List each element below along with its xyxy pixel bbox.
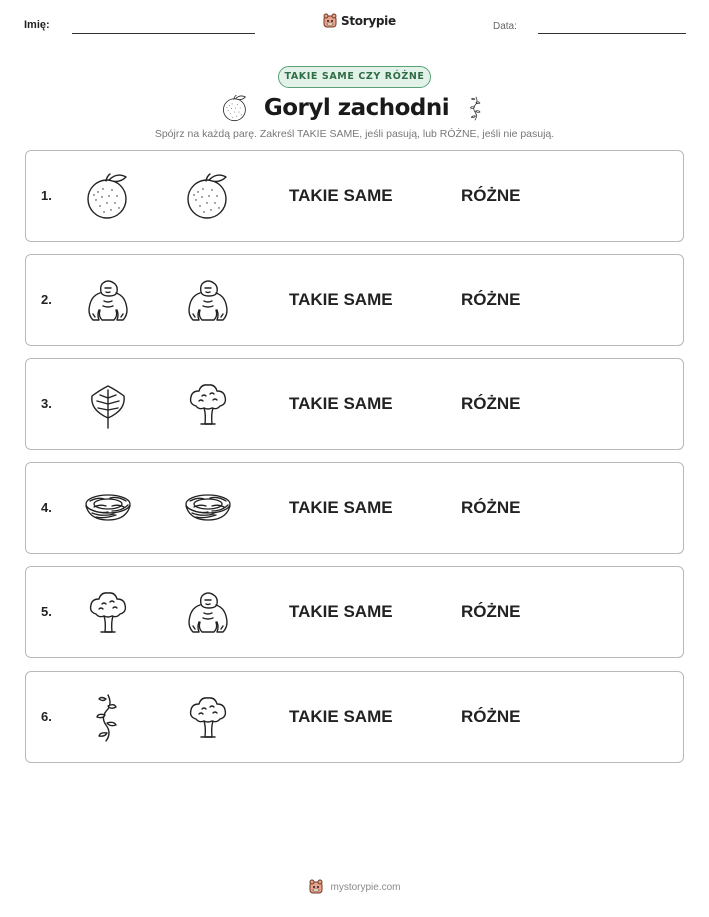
option-same[interactable]: TAKIE SAME <box>289 707 393 726</box>
exercise-row <box>25 566 684 658</box>
option-different[interactable]: RÓŻNE <box>461 498 521 517</box>
storypie-mascot-icon <box>322 13 338 29</box>
row-number: 2. <box>41 292 52 307</box>
vine-icon <box>463 93 489 123</box>
tree-icon <box>182 691 234 743</box>
tree-icon <box>82 586 134 638</box>
row-number: 6. <box>41 709 52 724</box>
orange-icon <box>220 93 250 123</box>
brand-name: Storypie <box>341 14 396 28</box>
exercise-row <box>25 462 684 554</box>
exercise-row <box>25 671 684 763</box>
activity-badge: TAKIE SAME CZY RÓŻNE <box>278 66 431 88</box>
title-row <box>0 90 709 126</box>
nest-icon <box>82 482 134 534</box>
gorilla-icon <box>182 586 234 638</box>
row-number: 3. <box>41 396 52 411</box>
exercise-row <box>25 150 684 242</box>
name-field[interactable] <box>72 33 255 34</box>
date-field[interactable] <box>538 33 686 34</box>
option-different[interactable]: RÓŻNE <box>461 290 521 309</box>
orange-icon <box>182 170 234 222</box>
row-number: 4. <box>41 500 52 515</box>
storypie-mascot-icon <box>308 879 324 895</box>
footer-url[interactable]: mystorypie.com <box>330 881 401 893</box>
gorilla-icon <box>82 274 134 326</box>
row-number: 1. <box>41 188 52 203</box>
option-different[interactable]: RÓŻNE <box>461 186 521 205</box>
brand-logo <box>322 13 396 29</box>
option-different[interactable]: RÓŻNE <box>461 602 521 621</box>
exercise-row <box>25 358 684 450</box>
vine-icon <box>82 691 134 743</box>
row-number: 5. <box>41 604 52 619</box>
instructions: Spójrz na każdą parę. Zakreśl TAKIE SAME, jeśli pasują, lub RÓŻNE, jeśli nie pasują. <box>154 128 555 140</box>
footer <box>0 879 709 895</box>
option-same[interactable]: TAKIE SAME <box>289 290 393 309</box>
option-same[interactable]: TAKIE SAME <box>289 394 393 413</box>
gorilla-icon <box>182 274 234 326</box>
option-same[interactable]: TAKIE SAME <box>289 186 393 205</box>
worksheet-header <box>0 0 709 50</box>
option-different[interactable]: RÓŻNE <box>461 394 521 413</box>
option-different[interactable]: RÓŻNE <box>461 707 521 726</box>
tree-icon <box>182 378 234 430</box>
leaf-icon <box>82 378 134 430</box>
nest-icon <box>182 482 234 534</box>
orange-icon <box>82 170 134 222</box>
date-label: Data: <box>493 21 517 32</box>
page-title: Goryl zachodni <box>263 95 450 121</box>
option-same[interactable]: TAKIE SAME <box>289 602 393 621</box>
option-same[interactable]: TAKIE SAME <box>289 498 393 517</box>
name-label: Imię: <box>24 19 50 31</box>
exercise-row <box>25 254 684 346</box>
